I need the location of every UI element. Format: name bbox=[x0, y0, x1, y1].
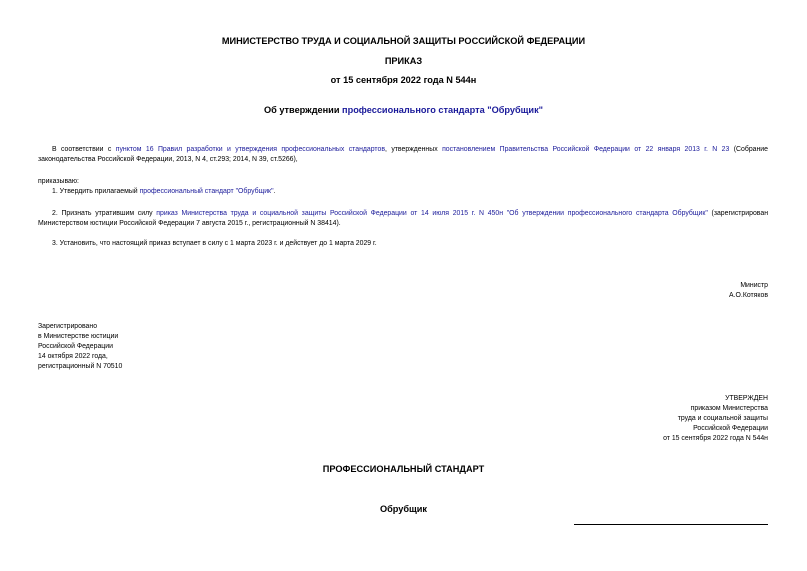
approval-line-1: УТВЕРЖДЕН bbox=[725, 395, 768, 402]
item-1-text-a: 1. Утвердить прилагаемый bbox=[52, 188, 140, 195]
ministry-heading: МИНИСТЕРСТВО ТРУДА И СОЦИАЛЬНОЙ ЗАЩИТЫ РОССИЙСКОЙ ФЕДЕРАЦИИ bbox=[221, 36, 586, 46]
item-2-text-a: 2. Признать утратившим силу bbox=[52, 210, 157, 217]
preamble-paragraph bbox=[38, 145, 768, 165]
registration-line-3: Российской Федерации bbox=[38, 343, 113, 350]
order-word: приказываю: bbox=[38, 178, 79, 185]
registration-number-line bbox=[574, 524, 768, 525]
doc-title-prefix: Об утверждении bbox=[263, 105, 343, 115]
doc-title bbox=[0, 105, 807, 115]
signature-block bbox=[729, 281, 768, 301]
registration-line-5: регистрационный N 70510 bbox=[38, 363, 123, 370]
registration-line-4: 14 октября 2022 года, bbox=[38, 353, 108, 360]
rules-link[interactable]: пунктом 16 Правил разработки и утверждения профессиональных стандартов bbox=[115, 146, 385, 153]
item-1 bbox=[52, 187, 275, 197]
registration-line-2: в Министерстве юстиции bbox=[38, 333, 119, 340]
doc-date: от 15 сентября 2022 года N 544н bbox=[330, 75, 477, 85]
item-2-text-b: (зарегистрирован Министерством юстиции Российской Федерации 7 августа 2015 г., регистрационный N 38414). bbox=[38, 210, 769, 227]
signature-name: А.О.Котяков bbox=[729, 292, 768, 299]
doc-title-link[interactable]: профессионального стандарта "Обрубщик" bbox=[342, 105, 544, 115]
registration-line-1: Зарегистрировано bbox=[38, 323, 98, 330]
preamble-text-b: , утвержденных bbox=[384, 146, 443, 153]
old-order-link[interactable]: приказ Министерства труда и социальной защиты Российской Федерации от 14 июля 2015 г. N 450н "Об утверждении профессионального стандарта Обрубщик" bbox=[156, 210, 708, 217]
doc-type: ПРИКАЗ bbox=[384, 56, 423, 66]
approval-line-3: труда и социальной защиты bbox=[677, 415, 768, 422]
standard-name: Обрубщик bbox=[379, 504, 428, 514]
approval-line-4: Российской Федерации bbox=[693, 425, 768, 432]
standard-heading: ПРОФЕССИОНАЛЬНЫЙ СТАНДАРТ bbox=[322, 464, 485, 474]
approval-block bbox=[663, 394, 768, 444]
standard-link[interactable]: профессиональный стандарт "Обрубщик" bbox=[139, 188, 274, 195]
item-1-text-b: . bbox=[273, 188, 276, 195]
approval-line-2: приказом Министерства bbox=[690, 405, 768, 412]
resolution-link[interactable]: постановлением Правительства Российской Федерации от 22 января 2013 г. N 23 bbox=[442, 146, 730, 153]
signature-position: Министр bbox=[740, 282, 768, 289]
approval-line-5: от 15 сентября 2022 года N 544н bbox=[663, 435, 768, 442]
preamble-text-a: В соответствии с bbox=[52, 146, 116, 153]
item-2 bbox=[38, 209, 768, 229]
preamble-text-c: (Собрание законодательства Российской Федерации, 2013, N 4, ст.293; 2014, N 39, ст.5266), bbox=[38, 146, 768, 163]
registration-block bbox=[38, 322, 122, 372]
item-3: 3. Установить, что настоящий приказ вступает в силу с 1 марта 2023 г. и действует до 1 марта 2029 г. bbox=[52, 240, 377, 247]
